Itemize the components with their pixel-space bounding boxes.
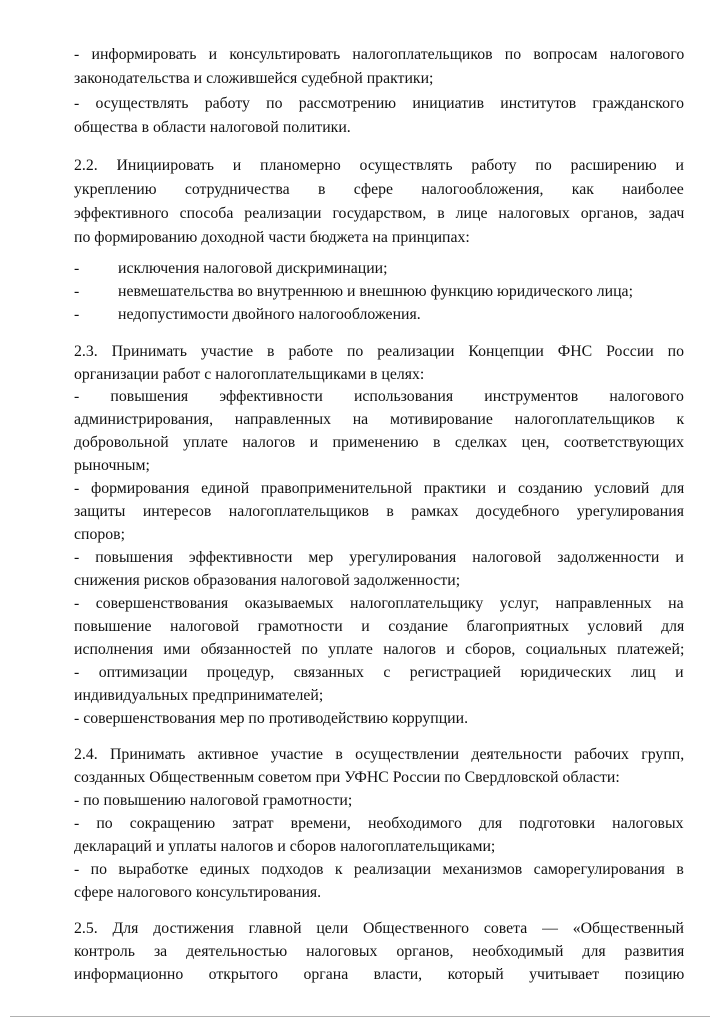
text-line: эффективного способа реализации государством, в лице налоговых органов, задач: [74, 205, 685, 222]
text-line: укреплению сотрудничества в сфере налогообложения, как наиболее: [74, 181, 684, 198]
text-line: исполнения ими обязанностей по уплате налогов и сборов, социальных платежей;: [74, 641, 685, 658]
text-line: администрирования, направленных на мотивирование налогоплательщиков к: [74, 411, 685, 428]
text-line: общества в области налоговой политики.: [74, 119, 351, 136]
page-bottom-edge: [10, 1016, 710, 1017]
text-line: - оптимизации процедур, связанных с регистрацией юридических лиц и: [74, 664, 684, 681]
text-line: - совершенствования оказываемых налогоплательщику услуг, направленных на: [74, 595, 684, 612]
text-line: законодательства и сложившейся судебной практики;: [74, 70, 434, 87]
list-dash: -: [74, 306, 80, 323]
text-line: споров;: [74, 526, 126, 543]
text-line: информационно открытого органа власти, который учитывает позицию: [74, 966, 685, 983]
text-line: контроль за деятельностью налоговых органов, необходимый для развития: [74, 943, 685, 960]
text-line: защиты интересов налогоплательщиков в рамках досудебного урегулирования: [74, 503, 684, 520]
text-line: 2.4. Принимать активное участие в осуществлении деятельности рабочих групп,: [74, 746, 685, 763]
list-item: исключения налоговой дискриминации;: [118, 260, 388, 277]
text-line: - формирования единой правоприменительной практики и созданию условий для: [74, 480, 685, 497]
text-line: созданных Общественным советом при УФНС России по Свердловской области:: [74, 769, 620, 786]
list-item: недопустимости двойного налогообложения.: [118, 306, 421, 323]
list-item: невмешательства во внутреннюю и внешнюю функцию юридического лица;: [118, 283, 633, 300]
text-line: снижения рисков образования налоговой задолженности;: [74, 572, 461, 589]
text-line: 2.5. Для достижения главной цели Общественного совета — «Общественный: [74, 920, 684, 937]
text-line: - повышения эффективности использования инструментов налогового: [74, 388, 684, 405]
text-line: 2.2. Инициировать и планомерно осуществлять работу по расширению и: [74, 157, 685, 174]
text-line: - информировать и консультировать налогоплательщиков по вопросам налогового: [74, 46, 685, 63]
text-line: - по повышению налоговой грамотности;: [74, 792, 353, 809]
text-line: организации работ с налогоплательщиками в целях:: [74, 366, 425, 383]
text-line: - по выработке единых подходов к реализации механизмов саморегулирования в: [74, 861, 684, 878]
text-line: - совершенствования мер по противодействию коррупции.: [74, 710, 469, 727]
list-dash: -: [74, 283, 80, 300]
list-dash: -: [74, 260, 80, 277]
text-line: деклараций и уплаты налогов и сборов налогоплательщиками;: [74, 838, 496, 855]
text-line: 2.3. Принимать участие в работе по реализации Концепции ФНС России по: [74, 343, 685, 360]
text-line: рыночным;: [74, 457, 150, 474]
text-line: добровольной уплате налогов и применению в сделках цен, соответствующих: [74, 434, 684, 451]
text-line: - по сокращению затрат времени, необходимого для подготовки налоговых: [74, 815, 684, 832]
text-line: - осуществлять работу по рассмотрению инициатив институтов гражданского: [74, 95, 684, 112]
text-line: повышение налоговой грамотности и создание благоприятных условий для: [74, 618, 685, 635]
text-line: - повышения эффективности мер урегулирования налоговой задолженности и: [74, 549, 684, 566]
text-line: сфере налогового консультирования.: [74, 884, 322, 901]
text-line: индивидуальных предпринимателей;: [74, 687, 324, 704]
text-line: по формированию доходной части бюджета на принципах:: [74, 229, 470, 246]
